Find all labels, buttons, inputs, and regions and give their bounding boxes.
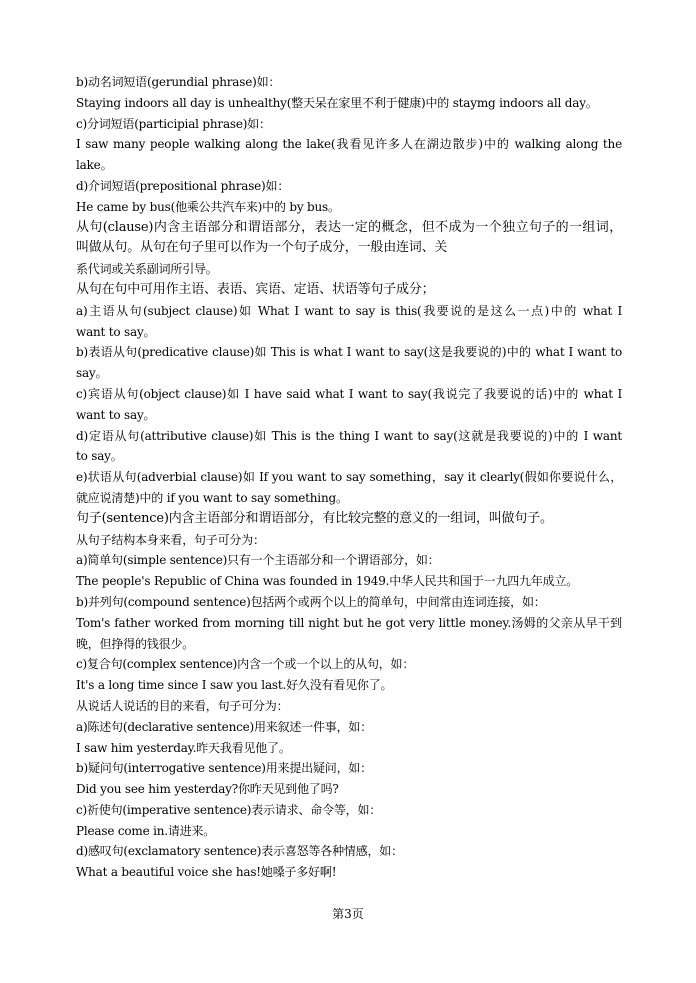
text-line: a)简单句(simple sentence)只有一个主语部分和一个谓语部分，如： <box>76 553 440 568</box>
text-line: Tom's father worked from morning till night but he got very little money.汤姆的父亲从早干到 <box>76 615 622 630</box>
text-line: b)表语从句(predicative clause)如 This is what I want to say(这是我要说的)中的 what I want to <box>76 345 622 360</box>
text-line: The people's Republic of China was founded in 1949.中华人民共和国于一九四九年成立。 <box>76 574 579 589</box>
text-line: 从说话人说话的目的来看，句子可分为： <box>76 698 289 713</box>
text-line: say。 <box>76 366 108 381</box>
text-line: e)状语从句(adverbial clause)如 If you want to say something，say it clearly(假如你要说什么， <box>76 470 622 485</box>
text-line: want to say。 <box>76 324 156 339</box>
text-line: He came by bus(他乘公共汽车来)中的 by bus。 <box>76 199 340 214</box>
text-line: a)陈述句(declarative sentence)用来叙述一件事，如： <box>76 719 373 734</box>
text-line: c)分词短语(participial phrase)如： <box>76 116 271 131</box>
text-line: Did you see him yesterday?你昨天见到他了吗? <box>76 782 339 797</box>
text-line: lake。 <box>76 158 113 173</box>
text-line: I saw him yesterday.昨天我看见他了。 <box>76 740 291 755</box>
text-line: 系代词或关系副词所引导。 <box>76 262 218 277</box>
text-line: c)宾语从句(object clause)如 I have said what I want to say(我说完了我要说的话)中的 what I <box>76 386 622 401</box>
text-line: It's a long time since I saw you last.好久没有看见你了。 <box>76 678 393 693</box>
text-line: d)感叹句(exclamatory sentence)表示喜怒等各种情感，如： <box>76 844 403 859</box>
document-body <box>76 72 622 883</box>
text-line: 句子(sentence)内含主语部分和谓语部分，有比较完整的意义的一组词，叫做句子。 <box>76 510 553 526</box>
text-line: c)祈使句(imperative sentence)表示请求、命令等，如： <box>76 802 382 817</box>
text-line: 就应说清楚)中的 if you want to say something。 <box>76 490 348 505</box>
text-line: d)介词短语(prepositional phrase)如： <box>76 178 290 193</box>
text-line: 从句在句中可用作主语、表语、宾语、定语、状语等句子成分； <box>76 281 435 297</box>
text-line: d)定语从句(attributive clause)如 This is the thing I want to say(这就是我要说的)中的 I want <box>76 428 622 443</box>
text-line: c)复合句(complex sentence)内含一个或一个以上的从句，如： <box>76 657 415 672</box>
page-number: 第3页 <box>332 907 364 921</box>
text-line: b)疑问句(interrogative sentence)用来提出疑问，如： <box>76 761 372 776</box>
text-line: 从句(clause)内含主语部分和谓语部分，表达一定的概念，但不成为一个独立句子的一组词， <box>76 219 622 235</box>
text-line: a)主语从句(subject clause)如 What I want to say is this(我要说的是这么一点)中的 what I <box>76 303 622 318</box>
text-line: 晚，但挣得的钱很少。 <box>76 636 195 651</box>
text-line: to say。 <box>76 449 123 464</box>
text-line: 从句子结构本身来看，句子可分为： <box>76 532 265 547</box>
text-line: Staying indoors all day is unhealthy(整天呆在家里不利于健康)中的 staymg indoors all day。 <box>76 95 598 110</box>
text-line: I saw many people walking along the lake(我看见许多人在湖边散步)中的 walking along the <box>76 137 622 152</box>
text-line: b)并列句(compound sentence)包括两个或两个以上的简单句，中间常由连词连接，如： <box>76 594 546 609</box>
text-line: want to say。 <box>76 407 156 422</box>
text-line: What a beautiful voice she has!她嗓子多好啊! <box>76 865 337 880</box>
text-line: b)动名词短语(gerundial phrase)如： <box>76 75 281 89</box>
text-line: Please come in.请进来。 <box>76 823 216 838</box>
text-line: 叫做从句。从句在句子里可以作为一个句子成分，一般由连词、关 <box>76 240 448 256</box>
